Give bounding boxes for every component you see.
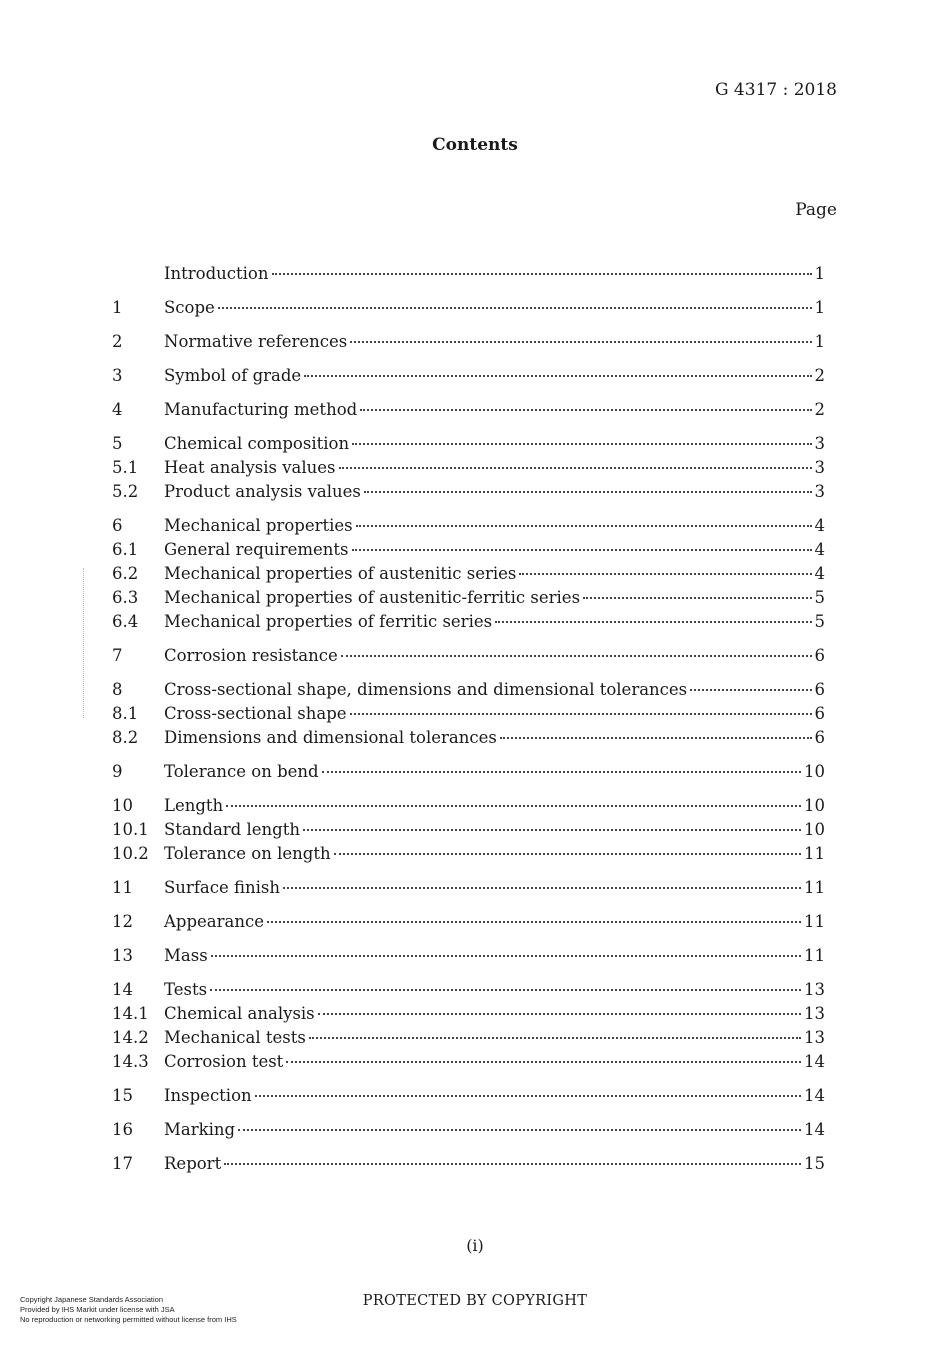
toc-entry-label: Corrosion test bbox=[164, 1052, 284, 1071]
toc-entry-label: Chemical composition bbox=[164, 434, 350, 453]
toc-leader-dots bbox=[267, 921, 801, 923]
toc-entry-number: 6 bbox=[112, 516, 123, 535]
toc-entry[interactable] bbox=[112, 678, 825, 702]
toc-entry-number: 7 bbox=[112, 646, 123, 665]
toc-entry-page: 5 bbox=[814, 612, 825, 631]
toc-entry-page: 5 bbox=[814, 588, 825, 607]
toc-entry-number: 14 bbox=[112, 980, 133, 999]
toc-entry-number: 5.1 bbox=[112, 458, 139, 477]
toc-entry-label: Product analysis values bbox=[164, 482, 361, 501]
toc-leader-dots bbox=[360, 409, 811, 411]
page-number: (i) bbox=[466, 1236, 484, 1255]
toc-entry[interactable] bbox=[112, 910, 825, 934]
toc-entry-number: 6.2 bbox=[112, 564, 139, 583]
toc-entry[interactable] bbox=[112, 330, 825, 354]
toc-entry[interactable] bbox=[112, 480, 825, 504]
toc-entry-page: 15 bbox=[804, 1154, 825, 1173]
copyright-line: Copyright Japanese Standards Association bbox=[20, 1295, 164, 1304]
copyright-line: Provided by IHS Markit under license with JSA bbox=[20, 1305, 175, 1314]
toc-entry-page: 4 bbox=[814, 540, 825, 559]
toc-leader-dots bbox=[322, 771, 801, 773]
toc-entry-label: Mechanical properties of ferritic series bbox=[164, 612, 493, 631]
toc-entry[interactable] bbox=[112, 586, 825, 610]
toc-entry-label: Report bbox=[164, 1154, 222, 1173]
toc-entry[interactable] bbox=[112, 818, 825, 842]
toc-leader-dots bbox=[238, 1129, 801, 1131]
toc-entry-page: 3 bbox=[814, 434, 825, 453]
toc-group bbox=[112, 760, 825, 784]
toc-leader-dots bbox=[218, 307, 812, 309]
toc-entry-page: 1 bbox=[814, 264, 825, 283]
toc-group bbox=[112, 678, 825, 750]
toc-leader-dots bbox=[356, 525, 812, 527]
page-column-label: Page bbox=[795, 200, 837, 220]
copyright-notice bbox=[20, 1295, 237, 1325]
toc-leader-dots bbox=[690, 689, 811, 691]
toc-leader-dots bbox=[210, 989, 801, 991]
toc-entry-label: Cross-sectional shape bbox=[164, 704, 347, 723]
toc-entry-page: 14 bbox=[804, 1120, 825, 1139]
toc-entry-number: 14.1 bbox=[112, 1004, 149, 1023]
toc-entry[interactable] bbox=[112, 432, 825, 456]
toc-leader-dots bbox=[283, 887, 801, 889]
toc-entry-number: 14.3 bbox=[112, 1052, 149, 1071]
toc-entry-number: 11 bbox=[112, 878, 133, 897]
margin-mark bbox=[83, 568, 84, 718]
toc-leader-dots bbox=[341, 655, 812, 657]
toc-leader-dots bbox=[500, 737, 812, 739]
toc-entry[interactable] bbox=[112, 794, 825, 818]
toc-entry-number: 15 bbox=[112, 1086, 133, 1105]
toc-entry-number: 8.1 bbox=[112, 704, 139, 723]
toc-entry-label: Mechanical properties of austenitic series bbox=[164, 564, 517, 583]
table-of-contents bbox=[112, 262, 825, 1186]
toc-entry-page: 2 bbox=[814, 366, 825, 385]
toc-entry-page: 14 bbox=[804, 1052, 825, 1071]
toc-entry-number: 6.4 bbox=[112, 612, 139, 631]
toc-leader-dots bbox=[350, 341, 811, 343]
toc-leader-dots bbox=[255, 1095, 801, 1097]
toc-group bbox=[112, 1118, 825, 1142]
toc-entry-number: 10.1 bbox=[112, 820, 149, 839]
toc-entry-number: 8.2 bbox=[112, 728, 139, 747]
toc-entry-label: Heat analysis values bbox=[164, 458, 336, 477]
toc-leader-dots bbox=[304, 375, 811, 377]
toc-entry-number: 5 bbox=[112, 434, 123, 453]
toc-entry-label: General requirements bbox=[164, 540, 349, 559]
toc-entry-label: Mechanical properties of austenitic-ferritic series bbox=[164, 588, 581, 607]
toc-entry-number: 8 bbox=[112, 680, 123, 699]
toc-entry-label: Mechanical properties bbox=[164, 516, 353, 535]
toc-entry-label: Tolerance on length bbox=[164, 844, 331, 863]
toc-group bbox=[112, 432, 825, 504]
protected-notice: PROTECTED BY COPYRIGHT bbox=[362, 1293, 588, 1309]
toc-entry-page: 6 bbox=[814, 704, 825, 723]
toc-group bbox=[112, 514, 825, 634]
toc-entry-number: 2 bbox=[112, 332, 123, 351]
toc-entry-label: Appearance bbox=[164, 912, 264, 931]
toc-group bbox=[112, 1152, 825, 1176]
toc-leader-dots bbox=[364, 491, 812, 493]
toc-entry-page: 10 bbox=[804, 820, 825, 839]
toc-entry-number: 12 bbox=[112, 912, 133, 931]
toc-group bbox=[112, 364, 825, 388]
toc-entry[interactable] bbox=[112, 1152, 825, 1176]
toc-entry[interactable] bbox=[112, 610, 825, 634]
toc-entry-label: Inspection bbox=[164, 1086, 252, 1105]
toc-entry-page: 3 bbox=[814, 458, 825, 477]
toc-leader-dots bbox=[224, 1163, 801, 1165]
toc-entry-label: Marking bbox=[164, 1120, 236, 1139]
toc-leader-dots bbox=[583, 597, 811, 599]
toc-leader-dots bbox=[286, 1061, 801, 1063]
toc-entry[interactable] bbox=[112, 296, 825, 320]
toc-entry[interactable] bbox=[112, 944, 825, 968]
toc-entry[interactable] bbox=[112, 456, 825, 480]
toc-entry-page: 3 bbox=[814, 482, 825, 501]
toc-entry-page: 11 bbox=[804, 912, 825, 931]
toc-entry[interactable] bbox=[112, 562, 825, 586]
toc-entry-number: 1 bbox=[112, 298, 123, 317]
toc-entry[interactable] bbox=[112, 398, 825, 422]
toc-entry-page: 10 bbox=[804, 796, 825, 815]
toc-entry-label: Mechanical tests bbox=[164, 1028, 306, 1047]
toc-entry-page: 14 bbox=[804, 1086, 825, 1105]
toc-entry-number: 10 bbox=[112, 796, 133, 815]
toc-entry-page: 13 bbox=[804, 1028, 825, 1047]
toc-leader-dots bbox=[226, 805, 801, 807]
toc-entry-page: 1 bbox=[814, 332, 825, 351]
toc-group bbox=[112, 262, 825, 286]
toc-leader-dots bbox=[318, 1013, 801, 1015]
toc-entry[interactable] bbox=[112, 538, 825, 562]
toc-entry-number: 14.2 bbox=[112, 1028, 149, 1047]
toc-entry-label: Mass bbox=[164, 946, 208, 965]
toc-entry-label: Cross-sectional shape, dimensions and dimensional tolerances bbox=[164, 680, 688, 699]
toc-entry-page: 2 bbox=[814, 400, 825, 419]
toc-entry-label: Corrosion resistance bbox=[164, 646, 338, 665]
toc-entry-page: 13 bbox=[804, 980, 825, 999]
toc-entry-label: Tests bbox=[164, 980, 208, 999]
toc-entry[interactable] bbox=[112, 978, 825, 1002]
toc-entry-number: 6.3 bbox=[112, 588, 139, 607]
toc-entry[interactable] bbox=[112, 726, 825, 750]
toc-leader-dots bbox=[334, 853, 801, 855]
toc-group bbox=[112, 1084, 825, 1108]
toc-entry-label: Manufacturing method bbox=[164, 400, 358, 419]
toc-entry-label: Dimensions and dimensional tolerances bbox=[164, 728, 497, 747]
toc-group bbox=[112, 644, 825, 668]
toc-entry-label: Symbol of grade bbox=[164, 366, 302, 385]
toc-leader-dots bbox=[211, 955, 801, 957]
toc-entry-label: Standard length bbox=[164, 820, 300, 839]
toc-entry[interactable] bbox=[112, 876, 825, 900]
toc-entry-number: 13 bbox=[112, 946, 133, 965]
toc-group bbox=[112, 330, 825, 354]
toc-entry-page: 6 bbox=[814, 728, 825, 747]
toc-entry-page: 11 bbox=[804, 878, 825, 897]
toc-entry[interactable] bbox=[112, 644, 825, 668]
toc-entry-number: 9 bbox=[112, 762, 123, 781]
toc-group bbox=[112, 296, 825, 320]
toc-leader-dots bbox=[519, 573, 811, 575]
toc-group bbox=[112, 398, 825, 422]
toc-leader-dots bbox=[352, 549, 812, 551]
toc-entry-number: 10.2 bbox=[112, 844, 149, 863]
toc-entry[interactable] bbox=[112, 760, 825, 784]
toc-group bbox=[112, 944, 825, 968]
toc-entry-page: 6 bbox=[814, 646, 825, 665]
toc-entry-label: Tolerance on bend bbox=[164, 762, 319, 781]
toc-entry[interactable] bbox=[112, 702, 825, 726]
toc-entry-label: Chemical analysis bbox=[164, 1004, 315, 1023]
toc-entry-page: 4 bbox=[814, 564, 825, 583]
toc-entry-number: 16 bbox=[112, 1120, 133, 1139]
toc-entry[interactable] bbox=[112, 262, 825, 286]
toc-entry-label: Scope bbox=[164, 298, 215, 317]
toc-entry-page: 11 bbox=[804, 844, 825, 863]
toc-entry-number: 3 bbox=[112, 366, 123, 385]
toc-entry[interactable] bbox=[112, 1084, 825, 1108]
page-title: Contents bbox=[432, 135, 518, 155]
toc-entry-number: 4 bbox=[112, 400, 123, 419]
toc-entry[interactable] bbox=[112, 364, 825, 388]
toc-entry-page: 10 bbox=[804, 762, 825, 781]
toc-entry-page: 6 bbox=[814, 680, 825, 699]
toc-leader-dots bbox=[352, 443, 811, 445]
toc-entry-label: Introduction bbox=[164, 264, 269, 283]
toc-entry[interactable] bbox=[112, 1118, 825, 1142]
toc-group bbox=[112, 876, 825, 900]
toc-entry[interactable] bbox=[112, 1026, 825, 1050]
toc-entry[interactable] bbox=[112, 842, 825, 866]
toc-entry[interactable] bbox=[112, 1050, 825, 1074]
toc-entry-label: Normative references bbox=[164, 332, 348, 351]
copyright-line: No reproduction or networking permitted without license from IHS bbox=[20, 1315, 237, 1324]
toc-entry-page: 1 bbox=[814, 298, 825, 317]
toc-entry-number: 17 bbox=[112, 1154, 133, 1173]
toc-entry-label: Length bbox=[164, 796, 224, 815]
toc-leader-dots bbox=[309, 1037, 801, 1039]
toc-entry-page: 11 bbox=[804, 946, 825, 965]
toc-group bbox=[112, 794, 825, 866]
toc-entry-number: 6.1 bbox=[112, 540, 139, 559]
toc-leader-dots bbox=[339, 467, 812, 469]
toc-entry[interactable] bbox=[112, 1002, 825, 1026]
toc-leader-dots bbox=[350, 713, 812, 715]
toc-entry[interactable] bbox=[112, 514, 825, 538]
toc-entry-page: 13 bbox=[804, 1004, 825, 1023]
toc-group bbox=[112, 978, 825, 1074]
toc-leader-dots bbox=[495, 621, 811, 623]
toc-entry-label: Surface finish bbox=[164, 878, 281, 897]
toc-entry-page: 4 bbox=[814, 516, 825, 535]
toc-leader-dots bbox=[303, 829, 801, 831]
standard-number: G 4317 : 2018 bbox=[714, 80, 837, 100]
toc-entry-number: 5.2 bbox=[112, 482, 139, 501]
toc-leader-dots bbox=[272, 273, 812, 275]
toc-group bbox=[112, 910, 825, 934]
